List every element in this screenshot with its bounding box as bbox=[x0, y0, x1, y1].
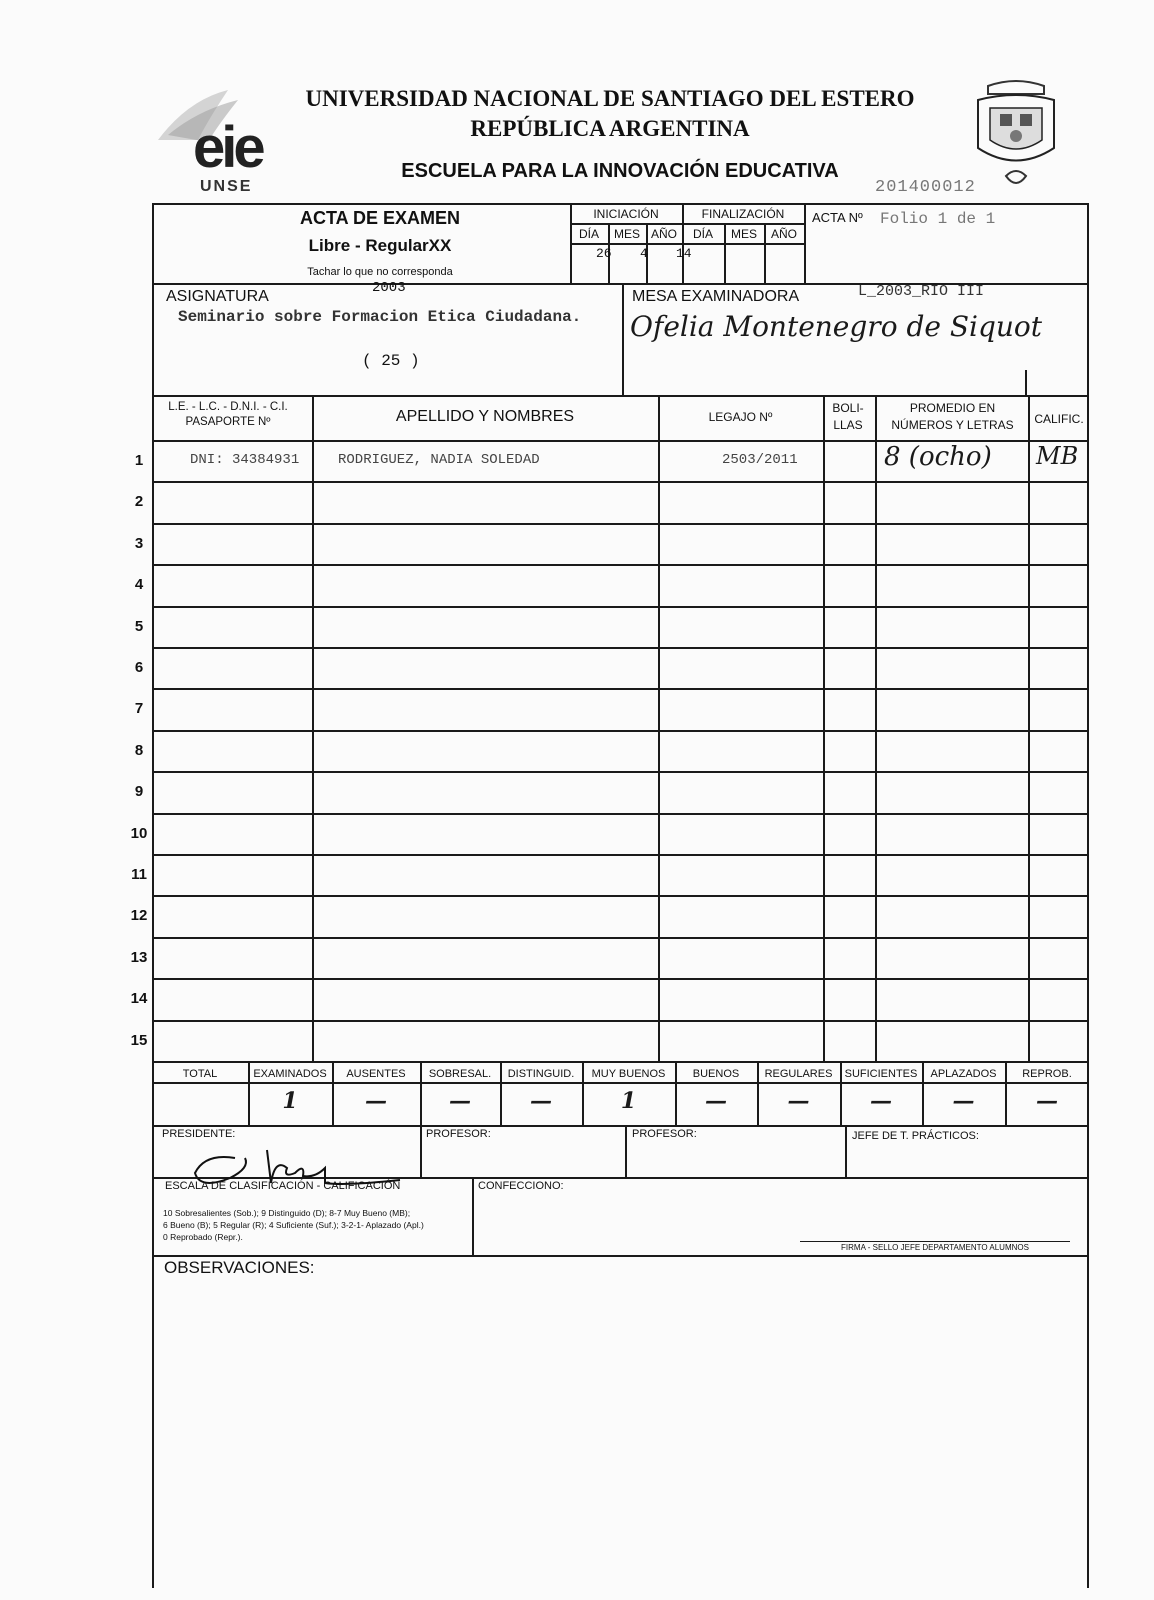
ini-anio-label: AÑO bbox=[650, 227, 677, 241]
scale-title: ESCALA DE CLASIFICACIÓN - CALIFICACIÓN bbox=[165, 1180, 401, 1192]
mesa-label: MESA EXAMINADORA bbox=[632, 288, 800, 305]
col-name-header: APELLIDO Y NOMBRES bbox=[395, 408, 575, 425]
summary-header: AUSENTES bbox=[346, 1068, 406, 1080]
row-number: 6 bbox=[134, 659, 144, 676]
summary-header: MUY BUENOS bbox=[591, 1068, 666, 1080]
ini-mes-label: MES bbox=[613, 227, 640, 241]
col-bolillas-header: BOLI- LLAS bbox=[832, 401, 864, 432]
summary-header: TOTAL bbox=[182, 1068, 218, 1080]
table-row-line bbox=[152, 978, 1089, 980]
row-number: 10 bbox=[130, 825, 148, 842]
observaciones-label: OBSERVACIONES: bbox=[164, 1258, 315, 1277]
table-row-line bbox=[152, 564, 1089, 566]
col-doc-header: L.E. - L.C. - D.N.I. - C.I. PASAPORTE Nº bbox=[168, 401, 288, 428]
ini-dia-value: 26 bbox=[596, 246, 612, 261]
university-logo bbox=[148, 80, 298, 198]
table-row-line bbox=[152, 481, 1089, 483]
ini-anio-value: 14 bbox=[676, 246, 692, 261]
summary-header: EXAMINADOS bbox=[253, 1068, 327, 1080]
school-name: ESCUELA PARA LA INNOVACIÓN EDUCATIVA bbox=[401, 160, 839, 182]
subject-label: ASIGNATURA bbox=[166, 288, 269, 305]
summary-value: — bbox=[705, 1088, 727, 1114]
logo-text: eie bbox=[193, 115, 262, 180]
table-row-line bbox=[152, 813, 1089, 815]
summary-value: — bbox=[787, 1088, 810, 1114]
presidente-label: PRESIDENTE: bbox=[162, 1128, 236, 1140]
row-number: 15 bbox=[130, 1032, 148, 1049]
row-number: 3 bbox=[134, 535, 144, 552]
table-row-line bbox=[152, 937, 1089, 939]
col-calif-header: CALIFIC. bbox=[1034, 412, 1084, 426]
summary-value: — bbox=[449, 1088, 471, 1114]
table-row-line bbox=[152, 854, 1089, 856]
row-number: 8 bbox=[134, 742, 144, 759]
summary-value: — bbox=[1036, 1088, 1058, 1114]
jefe-practicos-label: JEFE DE T. PRÁCTICOS: bbox=[852, 1130, 979, 1142]
fin-mes-label: MES bbox=[730, 227, 757, 241]
profesor-1-label: PROFESOR: bbox=[426, 1128, 491, 1140]
row-number: 11 bbox=[131, 866, 147, 883]
fin-anio-label: AÑO bbox=[770, 227, 797, 241]
document-code: 201400012 bbox=[875, 178, 976, 197]
scale-line-2: 6 Bueno (B); 5 Regular (R); 4 Suficiente (Suf.); 3-2-1- Aplazado (Apl.) bbox=[163, 1220, 424, 1230]
table-row-line bbox=[152, 647, 1089, 649]
scale-line-3: 0 Reprobado (Repr.). bbox=[163, 1232, 243, 1242]
summary-value: 1 bbox=[282, 1088, 298, 1114]
table-row-line bbox=[152, 688, 1089, 690]
row-number: 7 bbox=[134, 700, 144, 717]
row-number: 12 bbox=[130, 907, 148, 924]
row-number: 14 bbox=[130, 990, 148, 1007]
summary-header: APLAZADOS bbox=[930, 1068, 997, 1080]
subject-name: Seminario sobre Formacion Etica Ciudadana. bbox=[178, 308, 582, 326]
row-1-doc: DNI: 34384931 bbox=[190, 452, 300, 468]
row-number: 13 bbox=[130, 949, 148, 966]
row-number: 9 bbox=[134, 783, 144, 800]
confecciono-label: CONFECCIONO: bbox=[478, 1180, 564, 1192]
summary-header: REGULARES bbox=[764, 1068, 833, 1080]
summary-header: SOBRESAL. bbox=[428, 1068, 492, 1080]
summary-value: — bbox=[365, 1088, 387, 1114]
mesa-handwritten-names: Ofelia Montenegro de Siquot bbox=[630, 310, 1043, 343]
subject-year: 2003 bbox=[372, 280, 406, 296]
summary-value: 1 bbox=[620, 1088, 637, 1114]
acta-number-label: ACTA Nº bbox=[812, 210, 863, 225]
col-promedio-header: PROMEDIO EN NÚMEROS Y LETRAS bbox=[891, 401, 1014, 432]
table-row-line bbox=[152, 895, 1089, 897]
row-number: 5 bbox=[134, 618, 144, 635]
fin-dia-label: DÍA bbox=[692, 227, 713, 241]
act-note: Tachar lo que no corresponda bbox=[307, 266, 453, 278]
profesor-2-label: PROFESOR: bbox=[632, 1128, 697, 1140]
summary-header: BUENOS bbox=[692, 1068, 740, 1080]
table-row-line bbox=[152, 771, 1089, 773]
scale-line-1: 10 Sobresalientes (Sob.); 9 Distinguido (D); 8-7 Muy Bueno (MB); bbox=[163, 1208, 411, 1218]
iniciacion-label: INICIACIÓN bbox=[593, 207, 659, 221]
summary-value: — bbox=[952, 1088, 975, 1114]
logo-sub: UNSE bbox=[200, 178, 253, 195]
col-legajo-header: LEGAJO Nº bbox=[708, 410, 773, 424]
summary-value: — bbox=[530, 1088, 552, 1114]
finalizacion-label: FINALIZACIÓN bbox=[701, 207, 785, 221]
mesa-code: L_2003_RIO III bbox=[858, 283, 985, 300]
summary-header: REPROB. bbox=[1022, 1068, 1072, 1080]
subject-code: ( 25 ) bbox=[362, 352, 420, 370]
row-1-legajo: 2503/2011 bbox=[722, 452, 798, 468]
table-row-line bbox=[152, 730, 1089, 732]
university-name: UNIVERSIDAD NACIONAL DE SANTIAGO DEL ESTERO bbox=[305, 86, 915, 111]
firma-sello-label: FIRMA - SELLO JEFE DEPARTAMENTO ALUMNOS bbox=[841, 1243, 1029, 1252]
folio-value: Folio 1 de 1 bbox=[880, 210, 996, 228]
table-row-line bbox=[152, 523, 1089, 525]
country-name: REPÚBLICA ARGENTINA bbox=[470, 116, 750, 141]
act-type: Libre - RegularXX bbox=[308, 236, 452, 255]
summary-value: — bbox=[870, 1088, 892, 1114]
act-title: ACTA DE EXAMEN bbox=[299, 208, 460, 228]
row-1-name: RODRIGUEZ, NADIA SOLEDAD bbox=[338, 452, 540, 468]
row-number: 2 bbox=[134, 493, 144, 510]
row-1-calif: MB bbox=[1036, 442, 1079, 470]
table-row-line bbox=[152, 606, 1089, 608]
row-number: 1 bbox=[134, 452, 144, 469]
summary-header: SUFICIENTES bbox=[844, 1068, 918, 1080]
ini-dia-label: DÍA bbox=[578, 227, 599, 241]
row-1-promedio: 8 (ocho) bbox=[884, 442, 992, 472]
ini-mes-value: 4 bbox=[640, 246, 648, 261]
row-number: 4 bbox=[134, 576, 144, 593]
table-row-line bbox=[152, 1020, 1089, 1022]
summary-header: DISTINGUID. bbox=[507, 1068, 575, 1080]
coat-of-arms-seal bbox=[970, 78, 1062, 196]
